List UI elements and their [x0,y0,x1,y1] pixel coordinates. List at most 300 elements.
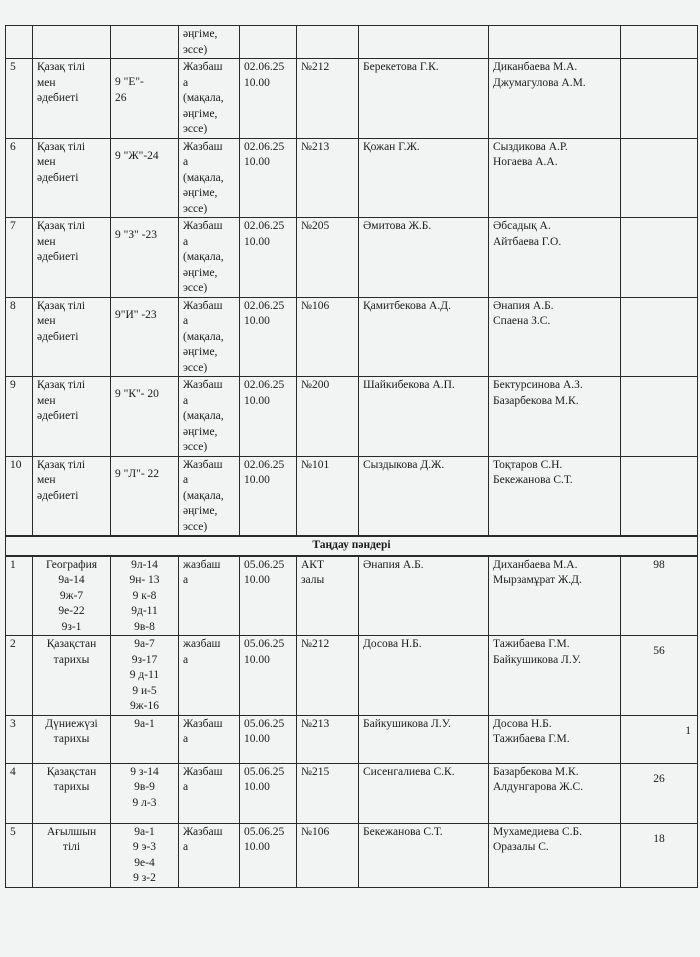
cell-text: 05.06.25 [244,558,285,571]
cell-line: 9 э-3 [132,841,157,853]
cell-text: 02.06.25 [244,299,285,312]
cell-line: а [183,156,189,168]
date-cell [240,59,297,139]
count-cell [621,763,698,823]
table-row [6,297,698,377]
cell-text: 10.00 [244,394,270,407]
subject-cell [33,297,111,377]
cell-line: 9а-14 [58,574,85,586]
cell-text: 9"И" -23 [115,308,157,321]
table-body [6,26,698,888]
cell-line: 9з-17 [131,653,158,666]
cell-line: Қазақ тілі [37,61,86,73]
count-cell [621,138,698,218]
room-cell [297,715,359,763]
cell-line: (мақала, [183,410,224,422]
cell-text: 10.00 [244,841,270,853]
cell-text: 10.00 [244,235,270,248]
subject-cell [33,456,111,536]
room-cell [297,556,359,636]
cell-line: 9н- 13 [129,574,160,586]
class-cell [111,636,179,716]
cell-text: Досова Н.Б. [363,638,422,650]
cell-line: эссе) [183,361,208,374]
cell-line: мен [37,76,56,89]
cell-text: 98 [653,558,665,571]
cell-line: Әбсадық А. [493,220,551,232]
count-cell [621,218,698,298]
class-cell [111,59,179,139]
cell-text: Қамитбекова А.Д. [363,299,451,312]
cell-line: Қазақ тілі [37,379,86,391]
cell-text: Шайкибекова А.П. [363,379,455,391]
table-row [6,715,698,763]
num-cell [6,377,33,457]
subject-cell [33,636,111,716]
cell-text: 56 [653,645,665,657]
cell-line: Жазбаш [183,140,223,153]
cell-line: Қазақ тілі [37,220,86,232]
cell-text: №212 [301,61,330,73]
table-row [6,456,698,536]
class-cell [111,715,179,763]
cell-line: Ағылшын [46,825,97,838]
cell-line: эссе) [183,441,208,453]
cell-text: 10.00 [244,315,270,327]
cell-text: 9 "З" -23 [115,229,157,241]
cell-text: Әнапия А.Б. [363,558,424,571]
cell-line: Айтбаева Г.О. [493,235,562,248]
cell-line: Жазбаш [183,220,223,232]
table-row-partial [6,26,698,59]
cell-line: Қазақ тілі [37,458,86,471]
cell-line: мен [37,315,56,327]
cell-line: Тоқтаров С.Н. [493,458,563,471]
cell-line: 9а-1 [134,825,155,838]
room-cell [297,823,359,887]
cell-line: залы [301,574,325,586]
date-cell [240,636,297,716]
cell-line: тарихы [53,653,90,666]
cell-text: 05.06.25 [244,638,285,650]
cell-text: Берекетова Г.К. [363,61,439,73]
cell-line: әдебиеті [37,251,79,263]
class-cell [111,456,179,536]
format-line: эссе) [183,43,208,56]
assistants-cell [489,218,621,298]
cell-line: Жазбаш [183,765,223,778]
format-cell [179,297,240,377]
cell-line: Қазақ тілі [37,140,86,153]
cell-line: Спаена З.С. [493,315,551,327]
teacher-cell [359,59,489,139]
count-cell [621,377,698,457]
num-cell [6,763,33,823]
count-cell [621,715,698,763]
format-cell [179,763,240,823]
cell-line: 9л-14 [131,558,158,571]
cell-line: Досова Н.Б. [493,717,552,730]
cell-line: 9е-22 [58,605,85,617]
room-cell [297,138,359,218]
cell-line: Жазбаш [183,717,223,730]
cell-text: 05.06.25 [244,825,285,838]
cell-line: эссе) [183,123,208,135]
cell-line: Мырзамұрат Ж.Д. [493,574,582,586]
cell-text: 3 [10,717,16,730]
cell-line: эссе) [183,202,208,215]
cell-line: Бекежанова С.Т. [493,474,573,486]
cell-line: а [183,781,189,793]
assistants-cell [489,138,621,218]
assistants-cell [489,456,621,536]
num-cell [6,636,33,716]
cell-line: Байкушикова Л.У. [493,653,581,666]
date-cell [240,715,297,763]
cell-text: Қожан Г.Ж. [363,140,420,153]
assistants-cell [489,715,621,763]
num-cell [6,59,33,139]
cell-line: Жазбаш [183,379,223,391]
format-cell [179,377,240,457]
cell-line: тарихы [53,733,90,745]
class-cell [111,138,179,218]
teacher-cell [359,138,489,218]
num-cell [6,456,33,536]
cell-text: 05.06.25 [244,765,285,778]
cell-text: Бекежанова С.Т. [363,825,443,838]
cell-line: Диханбаева М.А. [493,558,578,571]
cell-text: 02.06.25 [244,458,285,471]
cell-text: 10.00 [244,653,270,666]
room-cell [297,377,359,457]
cell-line: Тажибаева Г.М. [493,638,570,650]
cell-text: 4 [10,765,16,778]
cell-line: әдебиеті [37,92,79,104]
format-cell [179,715,240,763]
num-cell [6,297,33,377]
date-cell [240,297,297,377]
cell-line: Қазақстан [46,765,97,778]
table-row [6,556,698,636]
cell-line: Жазбаш [183,458,223,471]
cell-text: 5 [10,61,16,73]
cell-line: 9 з-2 [133,872,156,884]
cell-line: әңгіме, [183,346,218,358]
cell-line: Сыздикова А.Р. [493,140,568,153]
table-row [6,636,698,716]
cell-text: 02.06.25 [244,379,285,391]
cell-text: 02.06.25 [244,61,285,73]
cell-text: Байкушикова Л.У. [363,717,451,730]
cell-line: әңгіме, [183,505,218,517]
format-cell [179,218,240,298]
cell-line: әдебиеті [37,489,79,502]
cell-text: 10.00 [244,733,270,745]
format-cell [179,456,240,536]
cell-line: мен [37,394,56,407]
cell-line: әңгіме, [183,266,218,279]
cell-text: 8 [10,299,16,312]
cell-text: 26 [653,772,665,785]
cell-text: Сыздыкова Д.Ж. [363,458,445,471]
cell-line: Джумагулова А.М. [493,76,586,89]
cell-line: 9а-1 [134,717,155,730]
cell-text: Сисенгалиева С.К. [363,765,455,778]
cell-text: 9 "Л"- 22 [115,467,160,480]
assistants-cell [489,377,621,457]
cell-text: №106 [301,299,330,312]
cell-text: 5 [10,825,16,838]
room-cell [297,456,359,536]
cell-line: Базарбекова М.К. [493,394,579,407]
date-cell [240,763,297,823]
cell-line: а [183,76,189,89]
cell-line: жазбаш [183,558,221,571]
assistants-cell [489,763,621,823]
cell-line: а [183,474,189,486]
cell-line: а [183,574,189,586]
format-cell [179,636,240,716]
cell-text: 10.00 [244,474,270,486]
cell-line: Әнапия А.Б. [493,299,554,312]
cell-line: жазбаш [183,638,221,650]
count-cell [621,556,698,636]
cell-line: Тажибаева Г.М. [493,733,570,745]
cell-line: №212 [301,638,330,650]
subject-cell [33,26,111,59]
teacher-cell [359,26,489,59]
room-cell [297,763,359,823]
assistants-cell [489,297,621,377]
table-row [6,763,698,823]
subject-cell [33,138,111,218]
cell-line: 9ж-16 [129,700,160,712]
cell-text: 9 "Ж"-24 [115,149,159,162]
num-cell [6,218,33,298]
section-header-row [6,536,698,556]
teacher-cell [359,823,489,887]
table-row [6,218,698,298]
count-cell [621,823,698,887]
cell-line: 9з-1 [61,620,82,633]
teacher-cell [359,763,489,823]
class-cell [111,26,179,59]
table-row [6,59,698,139]
class-cell [111,297,179,377]
room-cell [297,26,359,59]
cell-text: 10.00 [244,76,270,89]
teacher-cell [359,636,489,716]
cell-line: мен [37,474,56,486]
assistants-cell [489,26,621,59]
cell-text: 1 [10,558,16,571]
cell-line: Дүниежүзі [45,717,98,730]
assistants-cell [489,823,621,887]
cell-line: мен [37,156,56,168]
cell-line: 9 к-8 [132,589,157,602]
cell-line: а [183,235,189,248]
cell-line: әдебиеті [37,171,79,184]
subject-cell [33,377,111,457]
count-cell [621,297,698,377]
teacher-cell [359,556,489,636]
cell-line: (мақала, [183,92,224,104]
format-cell [179,26,240,59]
subject-cell [33,763,111,823]
date-cell [240,138,297,218]
cell-line: (мақала, [183,489,224,502]
room-cell [297,218,359,298]
cell-line: (мақала, [183,171,224,184]
count-cell [621,456,698,536]
subject-cell [33,59,111,139]
cell-line: а [183,394,189,407]
cell-text: 2 [10,638,16,650]
cell-text: №200 [301,379,330,391]
cell-line: 9 л-3 [132,796,157,809]
num-cell [6,556,33,636]
cell-line: әдебиеті [37,410,79,422]
count-cell [621,26,698,59]
teacher-cell [359,715,489,763]
subject-cell [33,715,111,763]
teacher-cell [359,297,489,377]
class-cell [111,377,179,457]
cell-text: 10 [10,458,22,471]
cell-line: әдебиеті [37,330,79,343]
format-line: әңгіме, [183,28,218,40]
num-cell [6,823,33,887]
cell-line: 9 д-11 [129,669,160,681]
table-row [6,377,698,457]
exam-schedule-sheet [5,25,697,884]
cell-text: 10.00 [244,156,270,168]
cell-line: әңгіме, [183,107,218,120]
cell-text: 1 [685,724,691,737]
cell-line: мен [37,235,56,248]
table-row [6,138,698,218]
num-cell [6,138,33,218]
cell-text: 05.06.25 [244,717,285,730]
cell-line: №106 [301,825,330,838]
cell-line: Мухамедиева С.Б. [493,825,583,838]
cell-line: 9 и-5 [132,684,157,697]
subject-cell [33,556,111,636]
format-cell [179,823,240,887]
count-cell [621,636,698,716]
teacher-cell [359,456,489,536]
teacher-cell [359,377,489,457]
assistants-cell [489,556,621,636]
assistants-cell [489,59,621,139]
cell-line: Жазбаш [183,299,223,312]
room-cell [297,636,359,716]
cell-line: эссе) [183,282,208,294]
date-cell [240,218,297,298]
cell-line: 9д-11 [131,605,158,617]
count-cell [621,59,698,139]
cell-line: 9а-7 [134,638,155,650]
class-cell [111,763,179,823]
class-cell [111,823,179,887]
cell-text: 9 "К"- 20 [115,388,159,400]
room-cell [297,59,359,139]
section-title: Таңдау пәндері [6,536,698,556]
exam-schedule-table [5,25,698,888]
num-cell [6,715,33,763]
cell-line: (мақала, [183,330,224,343]
cell-line: АКТ [301,558,324,571]
cell-text: №205 [301,220,330,232]
format-cell [179,556,240,636]
format-cell [179,138,240,218]
date-cell [240,26,297,59]
date-cell [240,556,297,636]
cell-line: География [45,558,98,571]
cell-text: 9 "Е"- 26 [115,76,144,104]
cell-line: а [183,315,189,327]
cell-line: Жазбаш [183,825,223,838]
date-cell [240,823,297,887]
subject-cell [33,823,111,887]
cell-line: 9в-8 [134,620,155,633]
cell-line: №215 [301,765,330,778]
cell-line: Қазақстан [46,638,97,650]
cell-line: әңгіме, [183,425,218,438]
cell-line: 9ж-7 [59,589,84,602]
cell-text: 18 [653,832,665,845]
cell-line: 9в-9 [134,781,155,793]
cell-line: №213 [301,717,330,730]
cell-line: эссе) [183,520,208,533]
date-cell [240,377,297,457]
cell-line: 9е-4 [134,856,155,869]
cell-line: Бектурсинова А.З. [493,379,583,391]
cell-text: 02.06.25 [244,220,285,232]
cell-text: 6 [10,140,16,153]
cell-line: Ногаева А.А. [493,156,558,168]
table-row [6,823,698,887]
class-cell [111,556,179,636]
cell-text: 10.00 [244,781,270,793]
cell-line: Оразалы С. [493,841,549,853]
class-cell [111,218,179,298]
cell-line: (мақала, [183,251,224,263]
cell-text: 9 [10,379,16,391]
cell-line: Алдунгарова Ж.С. [493,781,584,793]
room-cell [297,297,359,377]
cell-line: Қазақ тілі [37,299,86,312]
teacher-cell [359,218,489,298]
cell-line: Диканбаева М.А. [493,61,578,73]
cell-line: әңгіме, [183,187,218,199]
cell-text: №213 [301,140,330,153]
cell-line: Жазбаш [183,61,223,73]
cell-text: №101 [301,458,330,471]
cell-line: 9 з-14 [130,765,159,778]
date-cell [240,456,297,536]
cell-line: а [183,653,189,666]
format-cell [179,59,240,139]
cell-text: 7 [10,220,16,232]
cell-line: а [183,841,189,853]
cell-line: тарихы [53,781,90,793]
cell-line: тілі [62,841,81,853]
assistants-cell [489,636,621,716]
cell-line: а [183,733,189,745]
cell-text: Әмитова Ж.Б. [363,220,432,232]
